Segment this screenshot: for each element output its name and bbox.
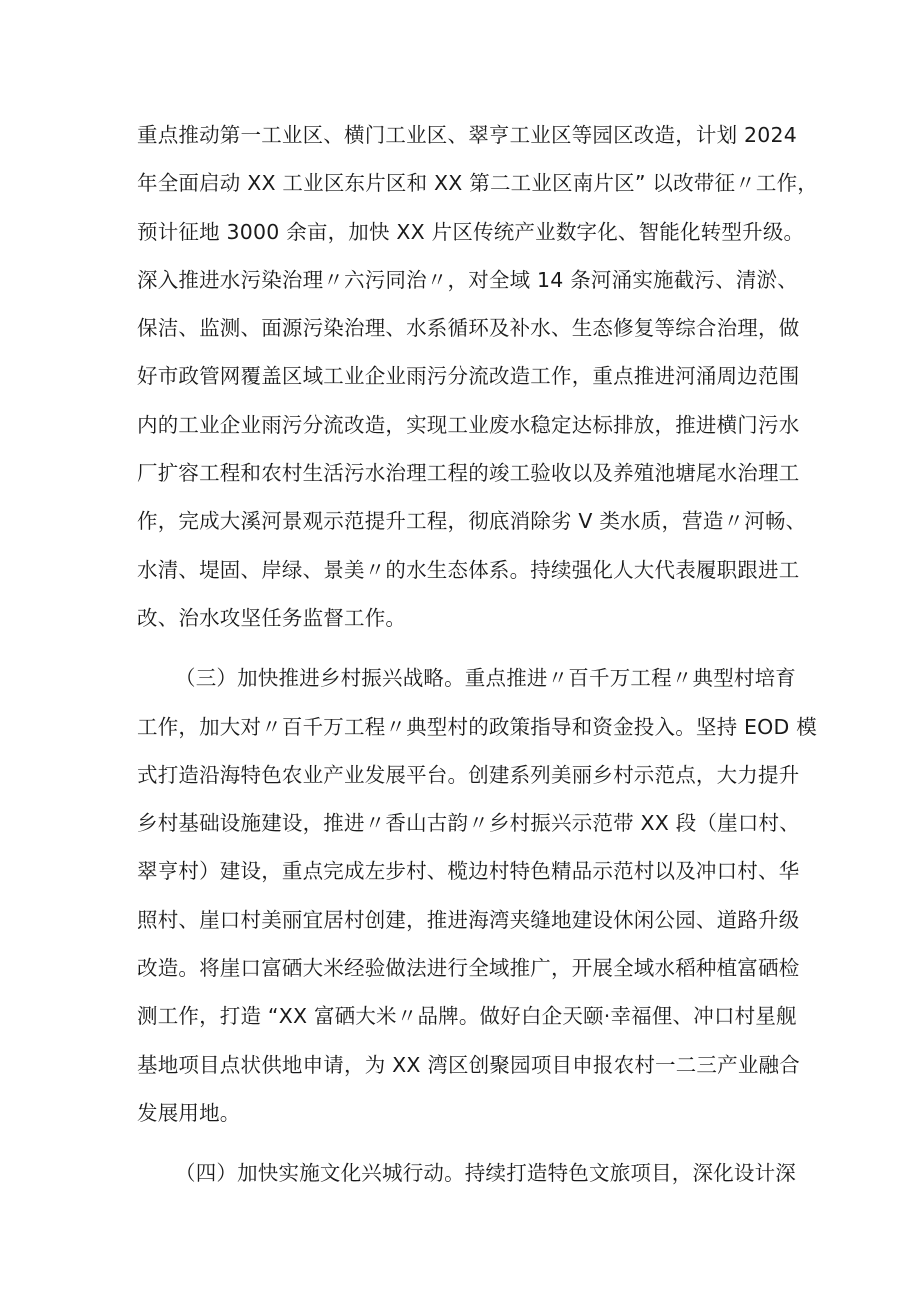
text-line: 测工作，打造 “XX 富硒大米〃品牌。做好白企天颐·幸福俚、冲口村星舰 xyxy=(137,1004,797,1029)
text-line: 水清、堤固、岸绿、景美〃的水生态体系。持续强化人大代表履职跟进工 xyxy=(137,557,800,582)
text-line: 内的工业企业雨污分流改造，实现工业废水稳定达标排放，推进横门污水 xyxy=(137,412,800,437)
paragraph-industrial-water xyxy=(137,111,818,642)
text-line: 厂扩容工程和农村生活污水治理工程的竣工验收以及养殖池塘尾水治理工 xyxy=(137,461,800,486)
document-body xyxy=(137,111,818,1198)
text-line: 保洁、监测、面源污染治理、水系循环及补水、生态修复等综合治理，做 xyxy=(137,316,800,341)
text-line: （三）加快推进乡村振兴战略。重点推进〃百千万工程〃典型村培育 xyxy=(175,666,796,691)
text-line: 工作，加大对〃百千万工程〃典型村的政策指导和资金投入。坚持 EOD 模 xyxy=(137,714,817,739)
text-line: （四）加快实施文化兴城行动。持续打造特色文旅项目，深化设计深 xyxy=(175,1161,796,1186)
text-line: 改、治水攻坚任务监督工作。 xyxy=(137,605,407,630)
text-line: 基地项目点状供地申请，为 XX 湾区创聚园项目申报农村一二三产业融合 xyxy=(137,1052,800,1077)
text-line: 翠亨村）建设，重点完成左步村、榄边村特色精品示范村以及冲口村、华 xyxy=(137,859,800,884)
text-line: 年全面启动 XX 工业区东片区和 XX 第二工业区南片区” 以改带征〃工作， xyxy=(137,171,818,196)
paragraph-gap xyxy=(137,1137,787,1149)
text-line: 预计征地 3000 余亩，加快 XX 片区传统产业数字化、智能化转型升级。 xyxy=(137,219,805,244)
text-line: 乡村基础设施建设，推进〃香山古韵〃乡村振兴示范带 XX 段（崖口村、 xyxy=(137,811,800,836)
text-line: 好市政管网覆盖区域工业企业雨污分流改造工作，重点推进河涌周边范围 xyxy=(137,364,800,389)
text-line: 式打造沿海特色农业产业发展平台。创建系列美丽乡村示范点，大力提升 xyxy=(137,762,800,787)
text-line: 作，完成大溪河景观示范提升工程，彻底消除劣 V 类水质，营造〃河畅、 xyxy=(137,509,807,534)
paragraph-rural-revitalization xyxy=(137,654,817,1137)
text-line: 重点推动第一工业区、横门工业区、翠亨工业区等园区改造，计划 2024 xyxy=(137,123,797,147)
text-line: 照村、崖口村美丽宜居村创建，推进海湾夹缝地建设休闲公园、道路升级 xyxy=(137,907,800,932)
text-line: 发展用地。 xyxy=(137,1100,241,1125)
paragraph-culture xyxy=(137,1149,796,1197)
text-line: 改造。将崖口富硒大米经验做法进行全域推广，开展全域水稻种植富硒检 xyxy=(137,956,800,981)
text-line: 深入推进水污染治理〃六污同治〃，对全域 14 条河涌实施截污、清淤、 xyxy=(137,267,798,292)
paragraph-gap xyxy=(137,642,787,654)
